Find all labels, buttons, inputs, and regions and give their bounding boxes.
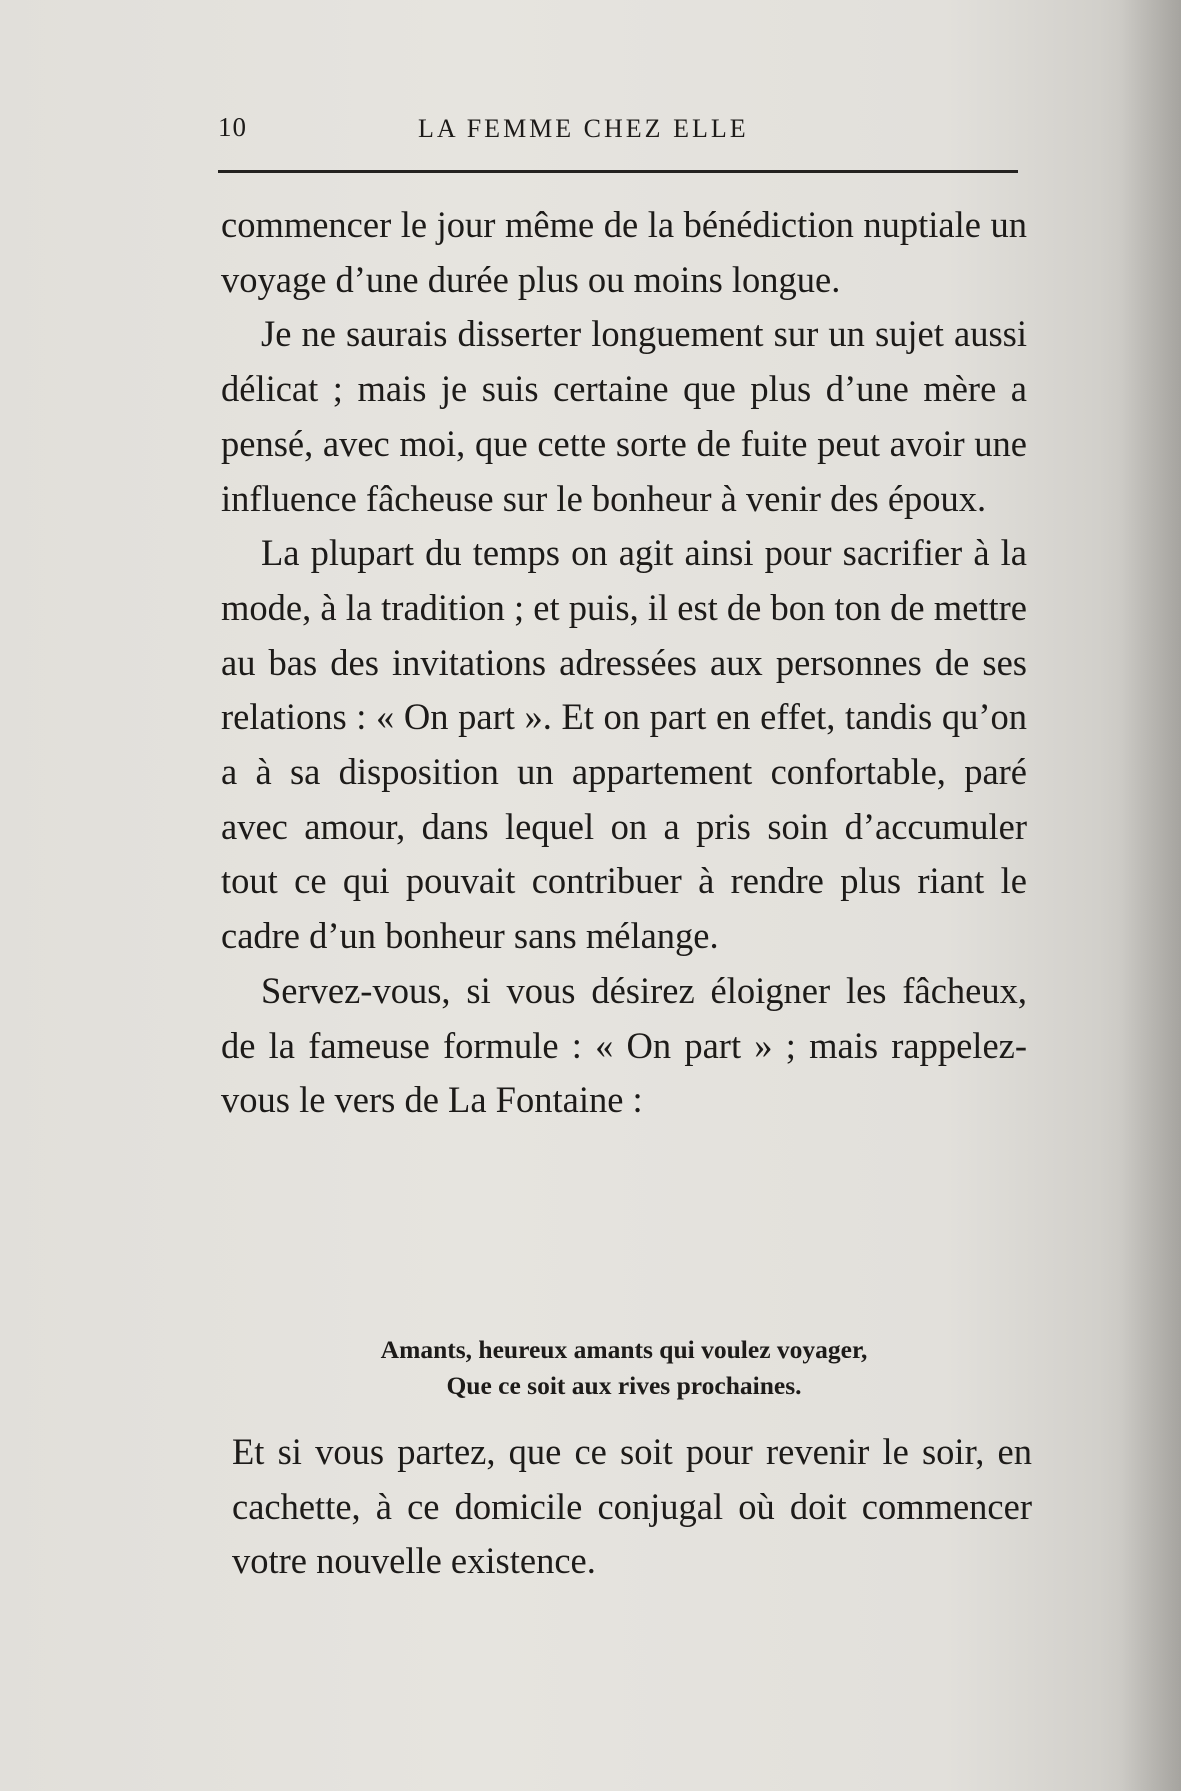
header-rule: [218, 170, 1018, 173]
closing-paragraph: Et si vous partez, que ce soit pour revenir le soir, en cachette, à ce domicile conjugal où doit commencer votre nouvelle existence.: [232, 1431, 1032, 1582]
closing-text: [232, 1425, 1032, 1589]
running-title: LA FEMME CHEZ ELLE: [418, 114, 749, 143]
paragraph: Servez-vous, si vous désirez éloigner les fâcheux, de la fameuse formule : « On part » ; mais rappelez-vous le vers de La Fontaine :: [221, 969, 1027, 1121]
paragraph-continued: commencer le jour même de la bénédiction nuptiale un voyage d’une durée plus ou moins longue.: [221, 204, 1027, 300]
page-gutter-shadow: [1121, 0, 1181, 1791]
page-number: 10: [218, 112, 247, 142]
verse-line: Amants, heureux amants qui voulez voyager,: [380, 1335, 868, 1364]
main-text: [221, 198, 1027, 1128]
running-header: [218, 112, 1018, 152]
paragraph: La plupart du temps on agit ainsi pour sacrifier à la mode, à la tradition ; et puis, il est de bon ton de mettre au bas des invitations adressées aux personnes de ses relations : « On part ». Et on part en effet, tandis qu’on a à sa disposition un appartement confortable, paré avec amour, dans lequel on a pris soin d’accumuler tout ce qui pouvait contribuer à rendre plus riant le cadre d’un bonheur sans mélange.: [221, 532, 1027, 957]
verse-line: Que ce soit aux rives prochaines.: [446, 1371, 802, 1400]
verse-quotation: [221, 1332, 1027, 1404]
paragraph: Je ne saurais disserter longuement sur un sujet aussi délicat ; mais je suis certaine que plus d’une mère a pensé, avec moi, que cette sorte de fuite peut avoir une influence fâcheuse sur le bonheur à venir des époux.: [221, 313, 1027, 519]
